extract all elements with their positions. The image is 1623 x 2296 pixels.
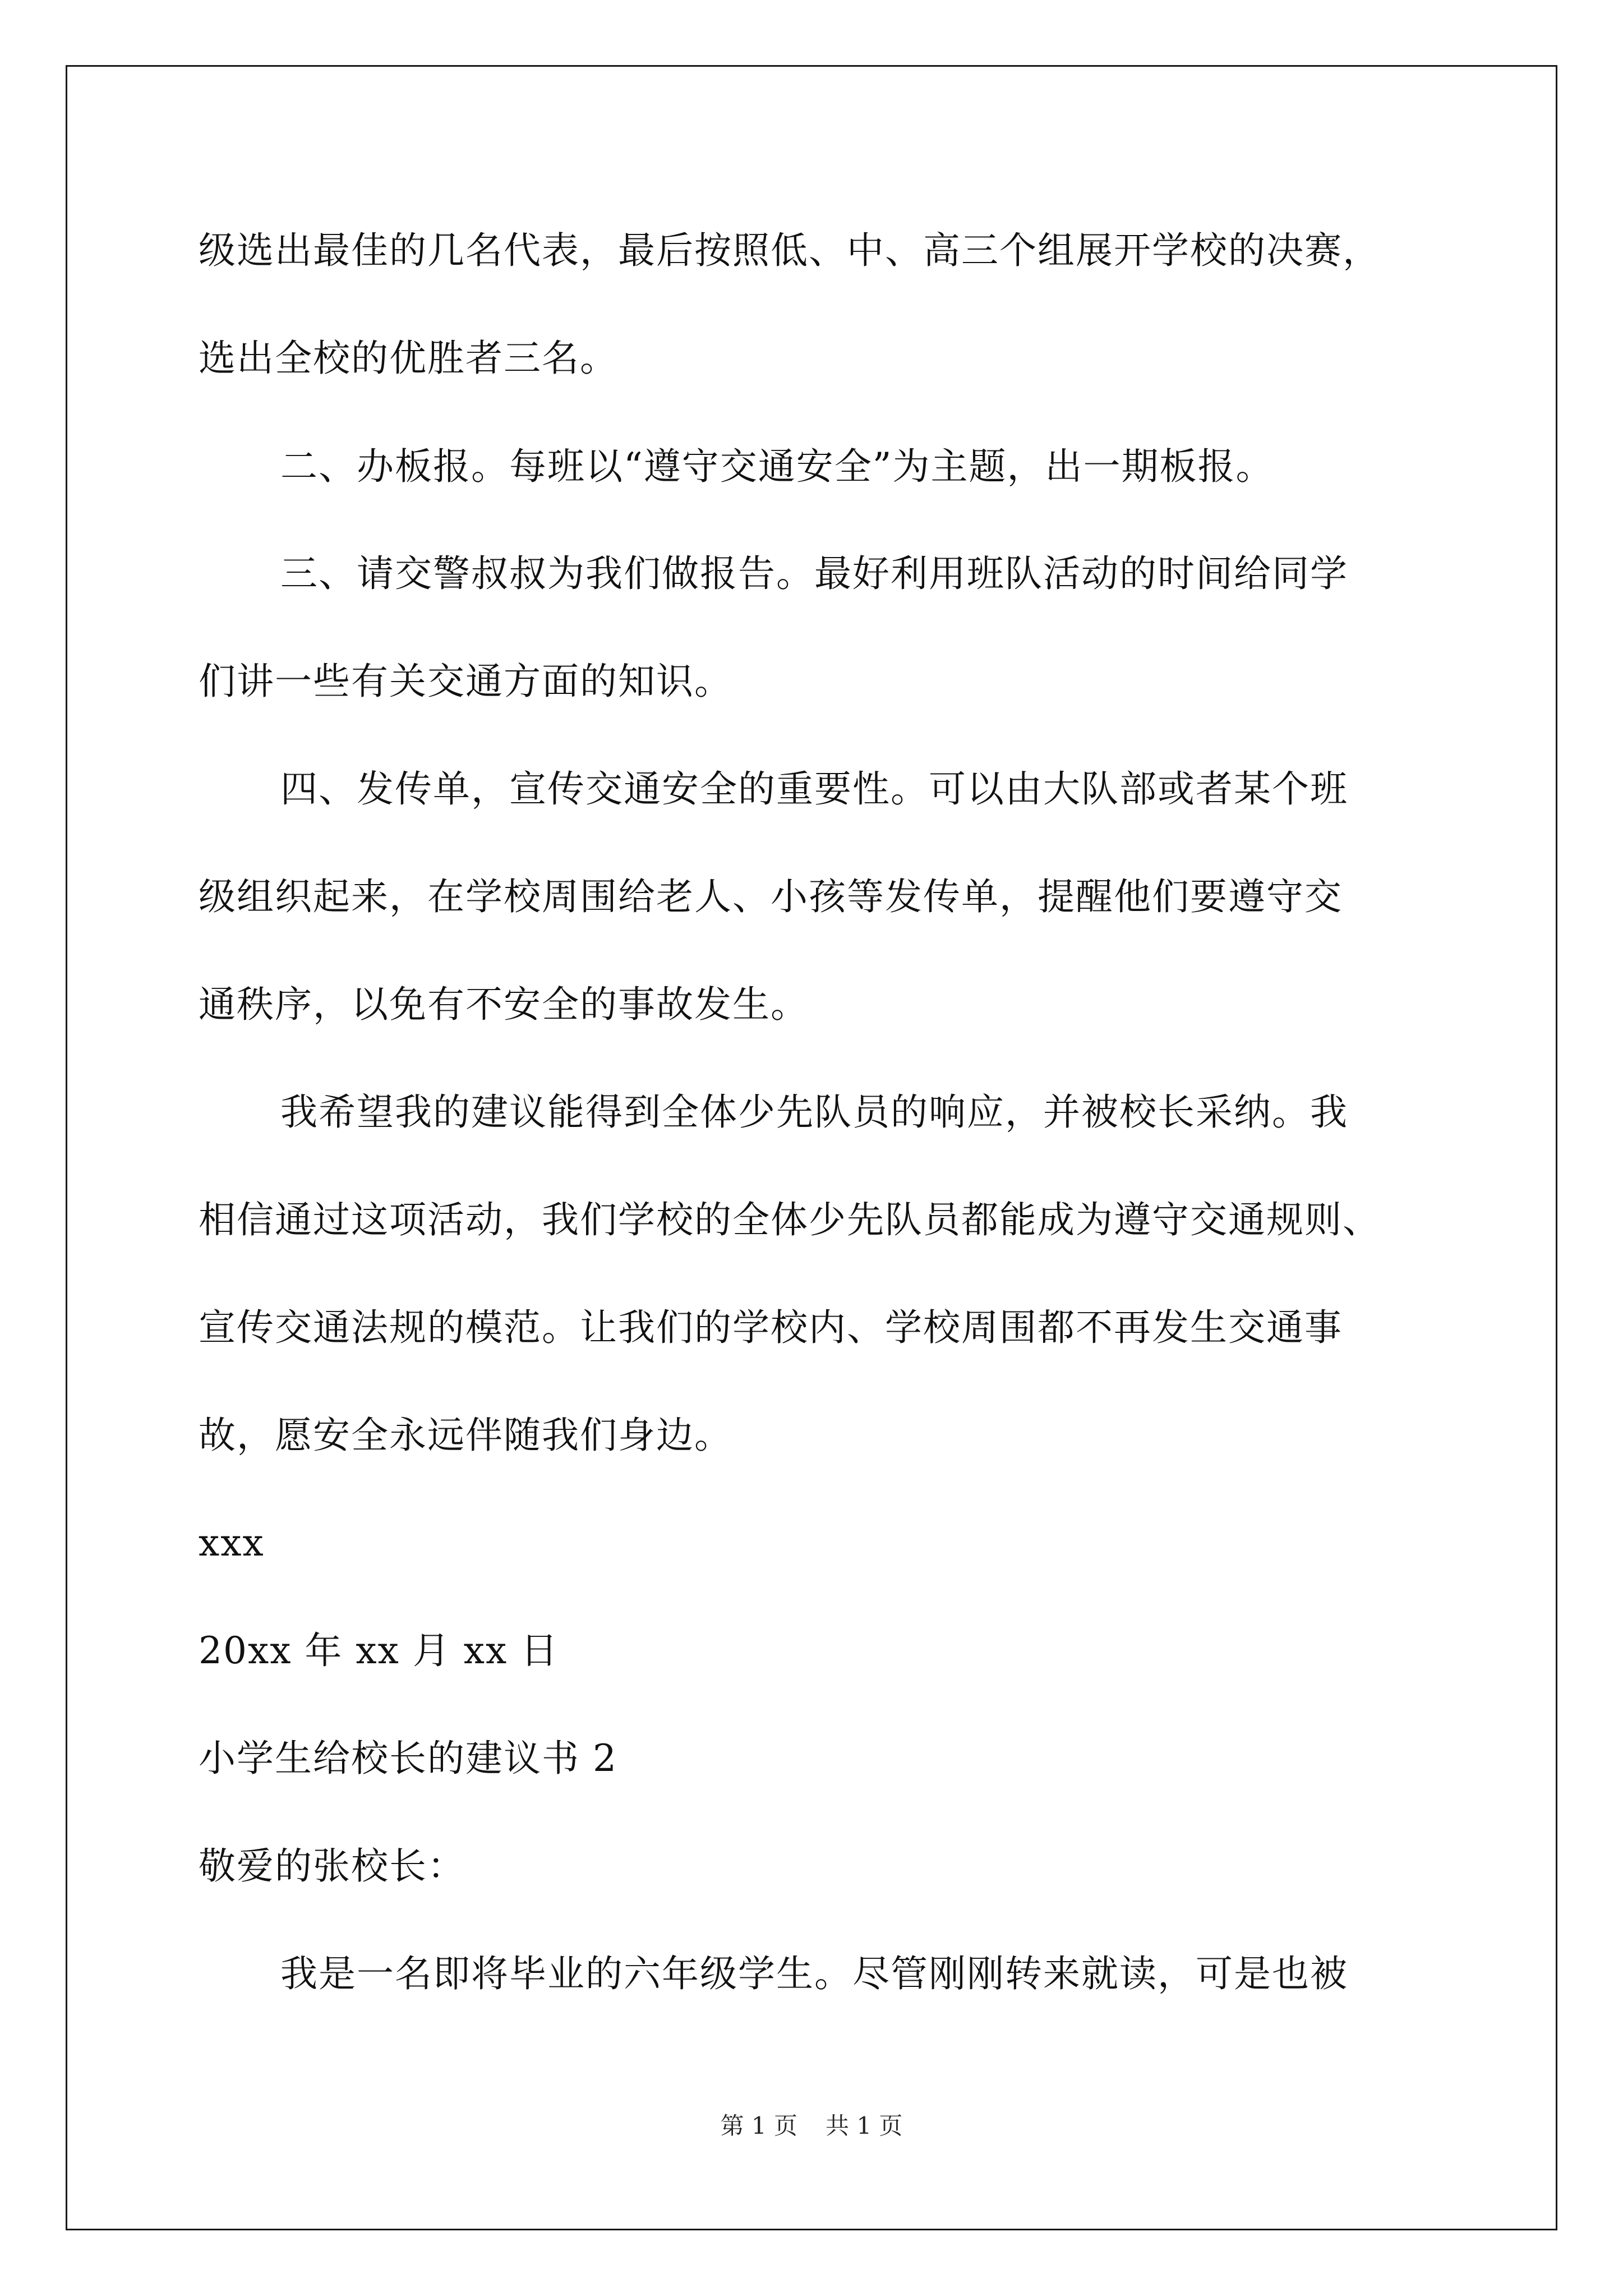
page-total: 共 1 页 [826, 2112, 903, 2139]
paragraph-line: 三、请交警叔叔为我们做报告。最好利用班队活动的时间给同学 [280, 552, 1348, 595]
signature-name: xxx [199, 1521, 265, 1565]
section-title: 小学生给校长的建议书 2 [199, 1737, 617, 1780]
page-footer [0, 2109, 1623, 2143]
paragraph-line: 二、办板报。每班以“遵守交通安全”为主题，出一期板报。 [280, 445, 1274, 488]
paragraph-line: 四、发传单，宣传交通安全的重要性。可以由大队部或者某个班 [280, 767, 1348, 811]
paragraph-line: 相信通过这项活动，我们学校的全体少先队员都能成为遵守交通规则、 [199, 1198, 1381, 1241]
page-border [66, 65, 1557, 2230]
paragraph-line: 通秩序，以免有不安全的事故发生。 [199, 983, 809, 1026]
paragraph-line: 级选出最佳的几名代表，最后按照低、中、高三个组展开学校的决赛， [199, 229, 1381, 272]
paragraph-line: 我是一名即将毕业的六年级学生。尽管刚刚转来就读，可是也被 [280, 1952, 1348, 1995]
page-number: 第 1 页 [720, 2112, 797, 2139]
paragraph-line: 选出全校的优胜者三名。 [199, 337, 618, 380]
signature-date: 20xx 年 xx 月 xx 日 [199, 1629, 559, 1672]
salutation: 敬爱的张校长： [199, 1844, 465, 1888]
paragraph-line: 宣传交通法规的模范。让我们的学校内、学校周围都不再发生交通事 [199, 1306, 1343, 1349]
paragraph-line: 级组织起来，在学校周围给老人、小孩等发传单，提醒他们要遵守交 [199, 875, 1343, 918]
paragraph-line: 故，愿安全永远伴随我们身边。 [199, 1414, 732, 1457]
paragraph-line: 们讲一些有关交通方面的知识。 [199, 660, 732, 703]
paragraph-line: 我希望我的建议能得到全体少先队员的响应，并被校长采纳。我 [280, 1091, 1348, 1134]
